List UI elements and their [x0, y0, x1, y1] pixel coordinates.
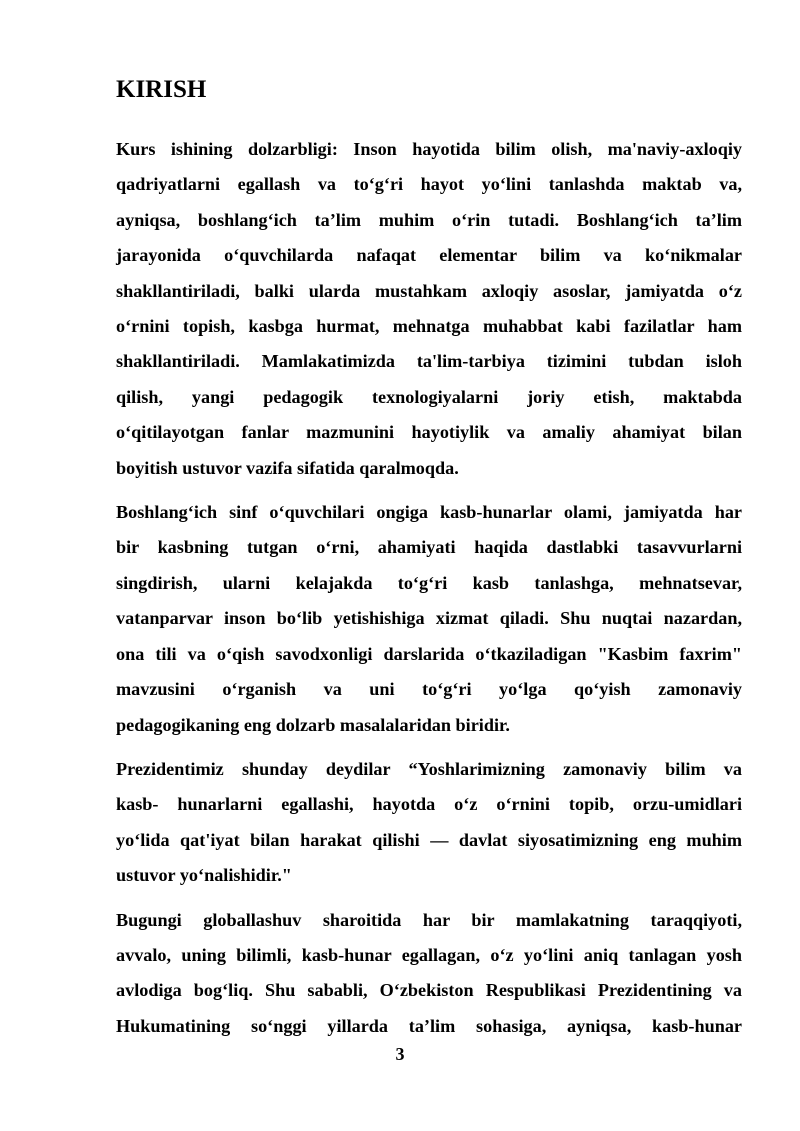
text-line: Boshlang‘ich sinf o‘quvchilari ongiga kasb-hunarlar olami, jamiyatda har	[116, 502, 742, 523]
text-line: yo‘lida qat'iyat bilan harakat qilishi — davlat siyosatimizning eng muhim	[116, 829, 742, 850]
text-line: boyitish ustuvor vazifa sifatida qaralmoqda.	[116, 457, 459, 478]
text-line: qilish, yangi pedagogik texnologiyalarni joriy etish, maktabda	[116, 386, 742, 407]
text-line: bir kasbning tutgan o‘rni, ahamiyati haqida dastlabki tasavvurlarni	[116, 537, 742, 558]
text-line: o‘rnini topish, kasbga hurmat, mehnatga muhabbat kabi fazilatlar ham	[116, 316, 742, 337]
body-text	[116, 132, 742, 1053]
text-line: shakllantiriladi, balki ularda mustahkam axloqiy asoslar, jamiyatda o‘z	[116, 280, 742, 301]
text-line: Prezidentimiz shunday deydilar “Yoshlarimizning zamonaviy bilim va	[116, 758, 742, 779]
text-line: Hukumatining so‘nggi yillarda ta’lim sohasiga, ayniqsa, kasb-hunar	[116, 1015, 742, 1036]
text-line: pedagogikaning eng dolzarb masalalaridan biridir.	[116, 714, 510, 735]
text-line: qadriyatlarni egallash va to‘g‘ri hayot yo‘lini tanlashda maktab va,	[116, 174, 742, 195]
text-line: avvalo, uning bilimli, kasb-hunar egallagan, o‘z yo‘lini aniq tanlagan yosh	[116, 944, 742, 965]
text-line: mavzusini o‘rganish va uni to‘g‘ri yo‘lga qo‘yish zamonaviy	[116, 679, 742, 700]
text-line: avlodiga bog‘liq. Shu sababli, O‘zbekiston Respublikasi Prezidentining va	[116, 980, 742, 1001]
paragraph	[116, 132, 742, 486]
section-heading: KIRISH	[116, 76, 207, 103]
text-line: ona tili va o‘qish savodxonligi darslarida o‘tkaziladigan "Kasbim faxrim"	[116, 643, 742, 664]
text-line: ayniqsa, boshlang‘ich ta’lim muhim o‘rin tutadi. Boshlang‘ich ta’lim	[116, 209, 742, 230]
text-line: vatanparvar inson bo‘lib yetishishiga xizmat qiladi. Shu nuqtai nazardan,	[116, 608, 742, 629]
text-line: Kurs ishining dolzarbligi: Inson hayotida bilim olish, ma'naviy-axloqiy	[116, 139, 742, 159]
paragraph	[116, 495, 742, 743]
paragraph	[116, 752, 742, 894]
paragraph	[116, 903, 742, 1045]
text-line: singdirish, ularni kelajakda to‘g‘ri kasb tanlashga, mehnatsevar,	[116, 572, 742, 593]
text-line: kasb- hunarlarni egallashi, hayotda o‘z o‘rnini topib, orzu-umidlari	[116, 794, 742, 815]
page-number: 3	[395, 1044, 405, 1064]
text-line: Bugungi globallashuv sharoitida har bir mamlakatning taraqqiyoti,	[116, 909, 742, 930]
text-line: jarayonida o‘quvchilarda nafaqat elementar bilim va ko‘nikmalar	[116, 245, 742, 266]
text-line: o‘qitilayotgan fanlar mazmunini hayotiylik va amaliy ahamiyat bilan	[116, 422, 742, 443]
text-line: ustuvor yo‘nalishidir."	[116, 865, 292, 886]
text-line: shakllantiriladi. Mamlakatimizda ta'lim-tarbiya tizimini tubdan isloh	[116, 351, 742, 372]
